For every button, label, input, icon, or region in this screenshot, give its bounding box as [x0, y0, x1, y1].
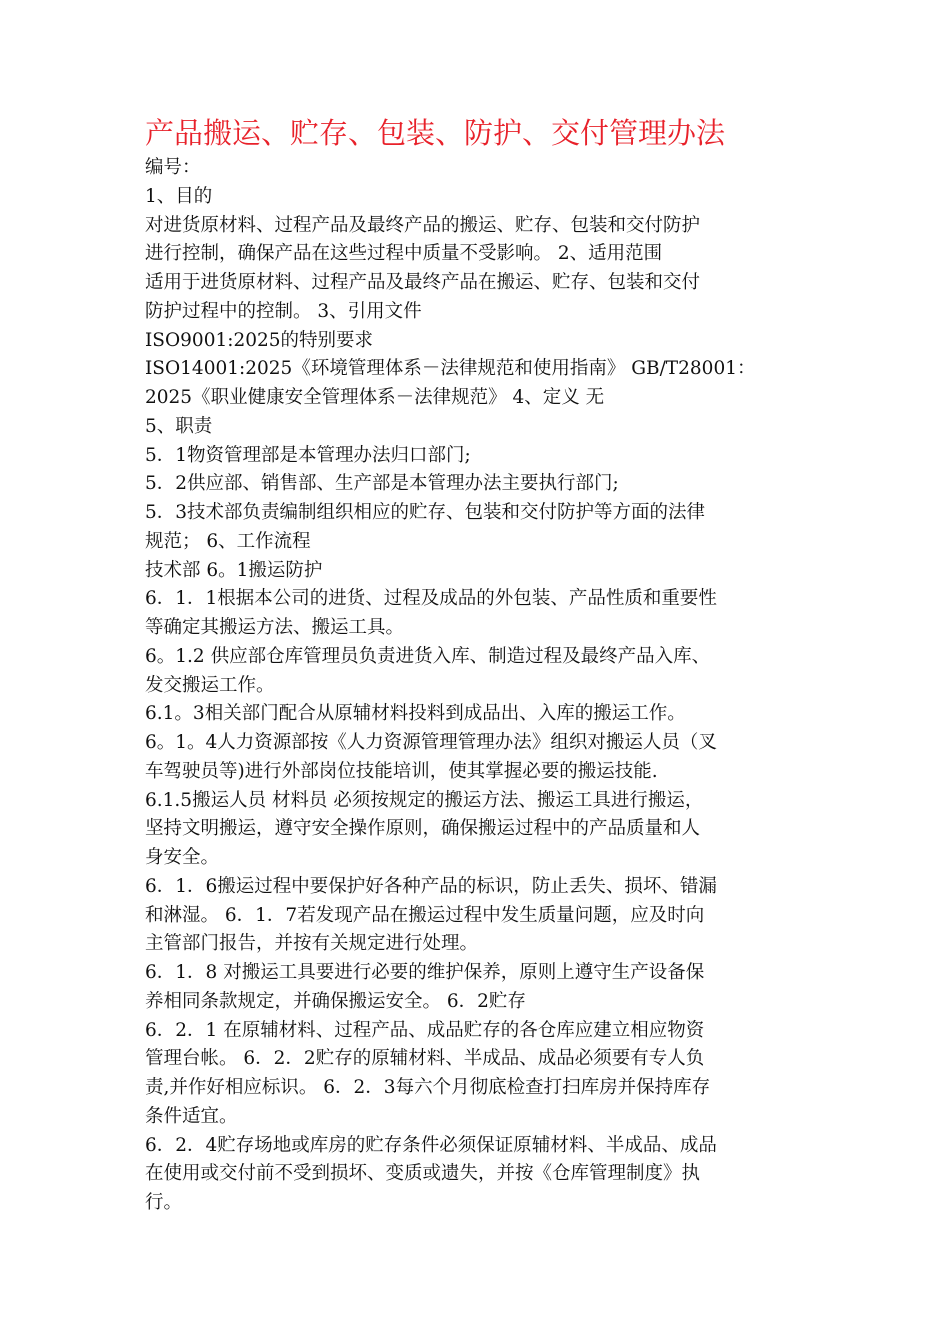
text-line: 坚持文明搬运，遵守安全操作原则，确保搬运过程中的产品质量和人	[145, 818, 701, 840]
text-line: 6．1．1根据本公司的进货、过程及成品的外包装、产品性质和重要性	[145, 588, 717, 610]
text-line: 5．2供应部、销售部、生产部是本管理办法主要执行部门;	[145, 473, 619, 495]
text-line: 2025《职业健康安全管理体系－法律规范》 4、定义 无	[145, 387, 605, 408]
text-line: 责,并作好相应标识。 6．2．3每六个月彻底检查打扫库房并保持库存	[145, 1077, 711, 1098]
text-line: 行。	[145, 1192, 183, 1213]
text-line: 养相同条款规定，并确保搬运安全。 6．2贮存	[145, 990, 526, 1012]
text-line: ISO9001:2025的特别要求	[145, 329, 374, 351]
text-line: 和淋湿。 6．1．7若发现产品在搬运过程中发生质量问题，应及时向	[145, 904, 705, 926]
text-line: 6．2．1 在原辅材料、过程产品、成品贮存的各仓库应建立相应物资	[145, 1019, 705, 1041]
document-page	[145, 112, 815, 1218]
text-line: 5．3技术部负责编制组织相应的贮存、包装和交付防护等方面的法律	[145, 502, 706, 523]
text-line: 管理台帐。 6．2．2贮存的原辅材料、半成品、成品必须要有专人负	[145, 1048, 705, 1070]
text-line: 6。1。4人力资源部按《人力资源管理管理办法》组织对搬运人员（叉	[145, 732, 717, 753]
text-line: 5．1物资管理部是本管理办法归口部门;	[145, 444, 471, 466]
text-line: 6。1.2 供应部仓库管理员负责进货入库、制造过程及最终产品入库、	[145, 645, 711, 667]
text-line: 6.1.5搬运人员 材料员 必须按规定的搬运方法、搬运工具进行搬运，	[145, 789, 704, 811]
text-line: 条件适宜。	[145, 1105, 238, 1127]
text-line: 适用于进货原材料、过程产品及最终产品在搬运、贮存、包装和交付	[145, 272, 701, 293]
text-line: 6．2．4贮存场地或库房的贮存条件必须保证原辅材料、半成品、成品	[145, 1134, 717, 1156]
text-line: 主管部门报告，并按有关规定进行处理。	[145, 933, 479, 955]
text-line: 进行控制，确保产品在这些过程中质量不受影响。 2、适用范围	[145, 243, 663, 265]
text-line: 技术部 6。1搬运防护	[145, 559, 323, 581]
text-line: 5、职责	[145, 415, 213, 437]
document-title: 产品搬运、贮存、包装、防护、交付管理办法	[145, 116, 726, 150]
text-line: 6．1．8 对搬运工具要进行必要的维护保养，原则上遵守生产设备保	[145, 962, 705, 983]
document-body	[145, 154, 815, 1218]
text-line: 身安全。	[145, 847, 220, 868]
text-line: 对进货原材料、过程产品及最终产品的搬运、贮存、包装和交付防护	[145, 214, 701, 236]
text-line: 防护过程中的控制。 3、引用文件	[145, 300, 422, 322]
text-line: 编号：	[145, 157, 201, 178]
text-line: 6.1。3相关部门配合从原辅材料投料到成品出、入库的搬运工作。	[145, 703, 686, 725]
text-line: 车驾驶员等)进行外部岗位技能培训，使其掌握必要的搬运技能.	[145, 760, 658, 782]
text-line: 6．1．6搬运过程中要保护好各种产品的标识，防止丢失、损坏、错漏	[145, 875, 717, 897]
text-line: 规范； 6、工作流程	[145, 530, 311, 552]
text-line: 发交搬运工作。	[145, 674, 275, 696]
text-line: ISO14001:2025《环境管理体系－法律规范和使用指南》 GB/T28001：	[145, 358, 756, 380]
text-line: 等确定其搬运方法、搬运工具。	[145, 617, 405, 638]
text-line: 1、目的	[145, 185, 213, 207]
text-line: 在使用或交付前不受到损坏、变质或遗失，并按《仓库管理制度》执	[145, 1163, 701, 1185]
